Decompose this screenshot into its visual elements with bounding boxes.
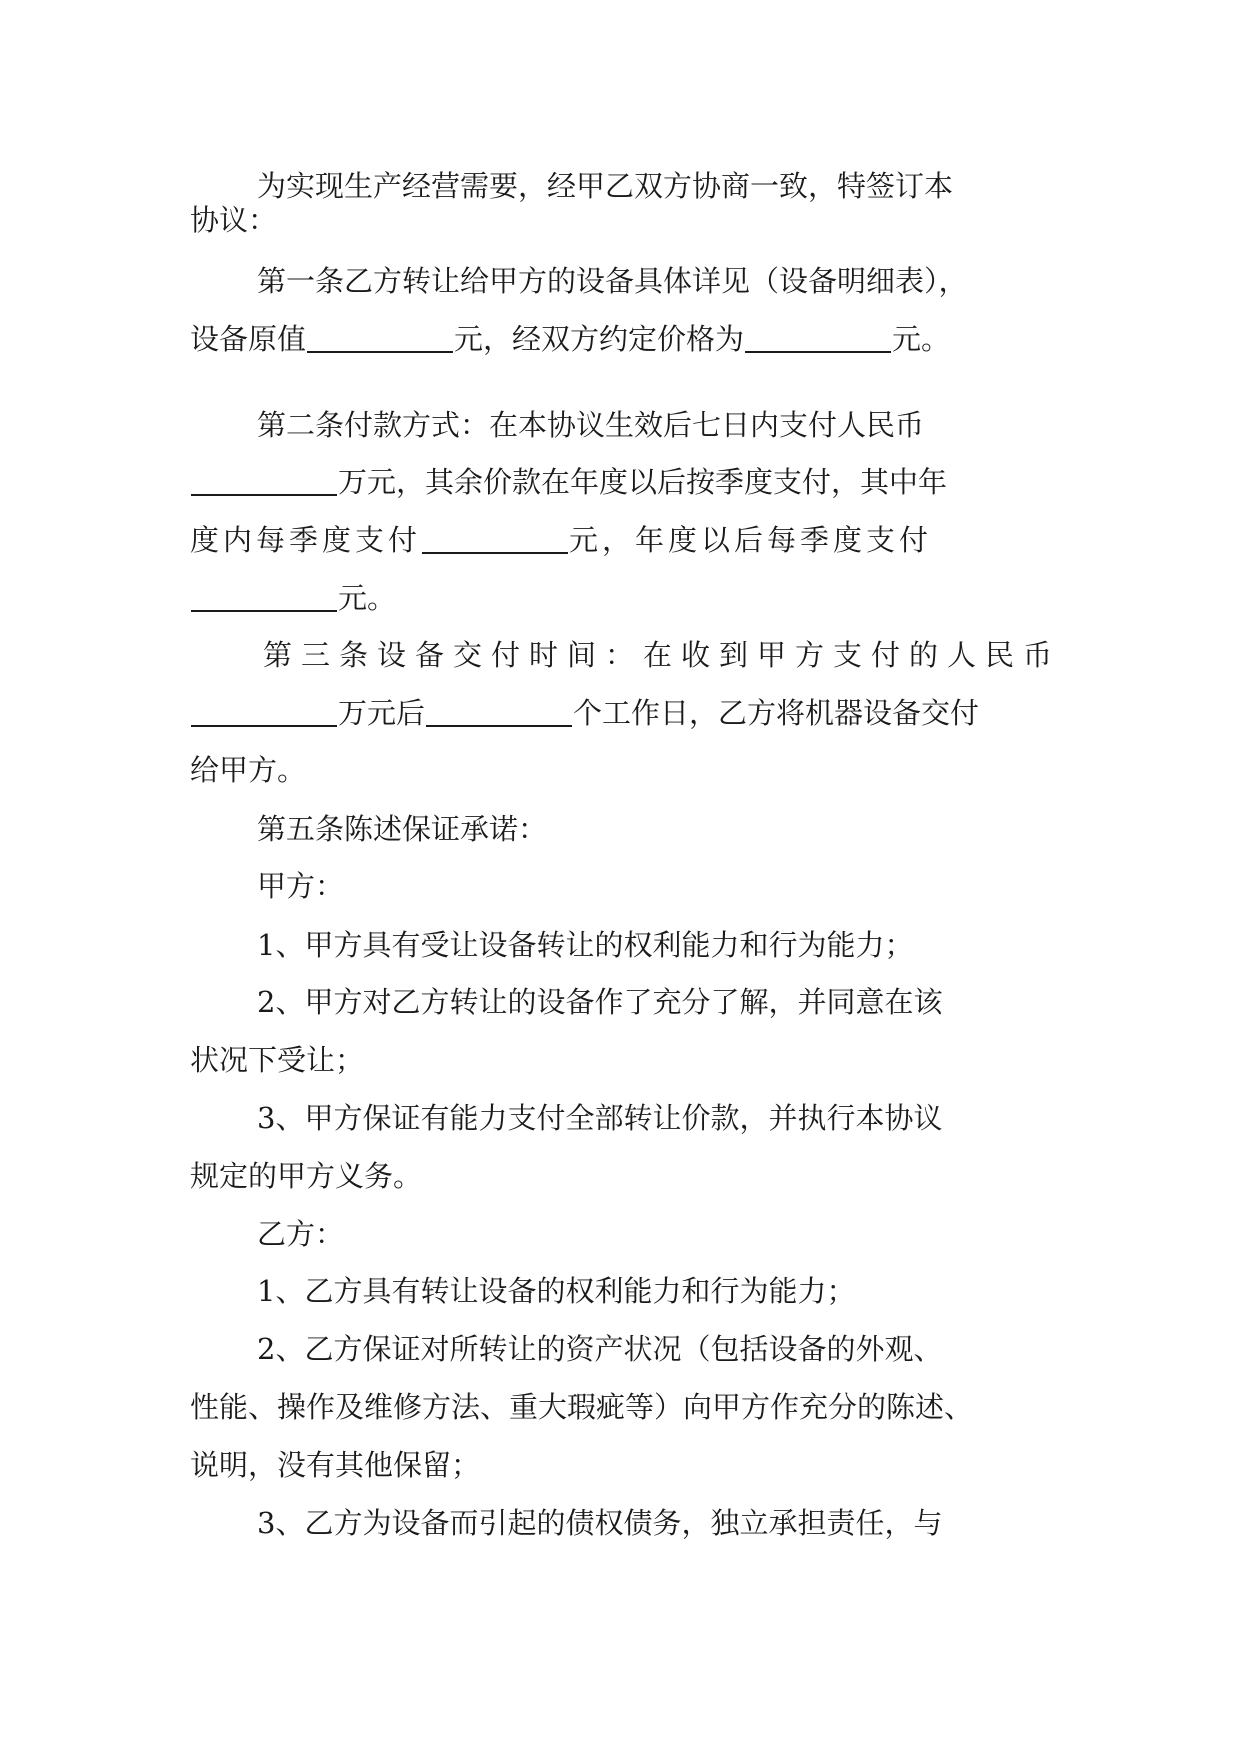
- party-a-heading: 甲方：: [257, 869, 345, 903]
- party-a-item-2-line-2: 状况下受让；: [190, 1043, 365, 1077]
- party-b-item-1: 1、乙方具有转让设备的权利能力和行为能力；: [257, 1274, 856, 1308]
- article-3-line-2: 万元后 个工作日，乙方将机器设备交付: [190, 693, 979, 733]
- party-a-item-3-line-2: 规定的甲方义务。: [190, 1159, 423, 1193]
- article-2-line-2: 万元，其余价款在年度以后按季度支付，其中年: [190, 462, 947, 502]
- blank-received-amount[interactable]: [191, 695, 337, 727]
- article-1-line-2: 设备原值 元，经双方约定价格为 元。: [190, 322, 951, 356]
- party-a-item-1: 1、甲方具有受让设备转让的权利能力和行为能力；: [257, 928, 914, 962]
- article-3-line-1: 第三条设备交付时间：在收到甲方支付的人民币: [263, 638, 1062, 672]
- article-2-line-3: 度内每季度支付 元，年度以后每季度支付: [190, 523, 933, 557]
- blank-quarterly-payment-within-year[interactable]: [422, 522, 568, 554]
- blank-working-days[interactable]: [426, 695, 572, 727]
- party-b-heading: 乙方：: [257, 1217, 345, 1251]
- blank-quarterly-payment-after-year[interactable]: [191, 580, 337, 612]
- paragraph-intro-line-1: 为实现生产经营需要，经甲乙双方协商一致，特签订本: [257, 169, 954, 203]
- party-b-item-2-line-1: 2、乙方保证对所转让的资产状况（包括设备的外观、: [257, 1332, 943, 1366]
- blank-initial-payment[interactable]: [191, 464, 337, 496]
- party-b-item-3-line-1: 3、乙方为设备而引起的债权债务，独立承担责任，与: [257, 1506, 943, 1540]
- party-b-item-2-line-3: 说明，没有其他保留；: [190, 1448, 481, 1482]
- article-1-line-1: 第一条乙方转让给甲方的设备具体详见（设备明细表），: [257, 264, 968, 298]
- party-a-item-2-line-1: 2、甲方对乙方转让的设备作了充分了解，并同意在该: [257, 985, 943, 1019]
- party-b-item-2-line-2: 性能、操作及维修方法、重大瑕疵等）向甲方作充分的陈述、: [190, 1390, 974, 1424]
- article-3-line-3: 给甲方。: [190, 753, 307, 787]
- article-2-line-1: 第二条付款方式：在本协议生效后七日内支付人民币: [257, 408, 925, 442]
- article-5-heading: 第五条陈述保证承诺：: [257, 812, 548, 846]
- paragraph-intro-line-2: 协议：: [190, 203, 278, 237]
- blank-original-value[interactable]: [307, 321, 453, 353]
- blank-agreed-price[interactable]: [745, 321, 891, 353]
- article-2-line-4: 元。: [190, 578, 396, 618]
- party-a-item-3-line-1: 3、甲方保证有能力支付全部转让价款，并执行本协议: [257, 1101, 943, 1135]
